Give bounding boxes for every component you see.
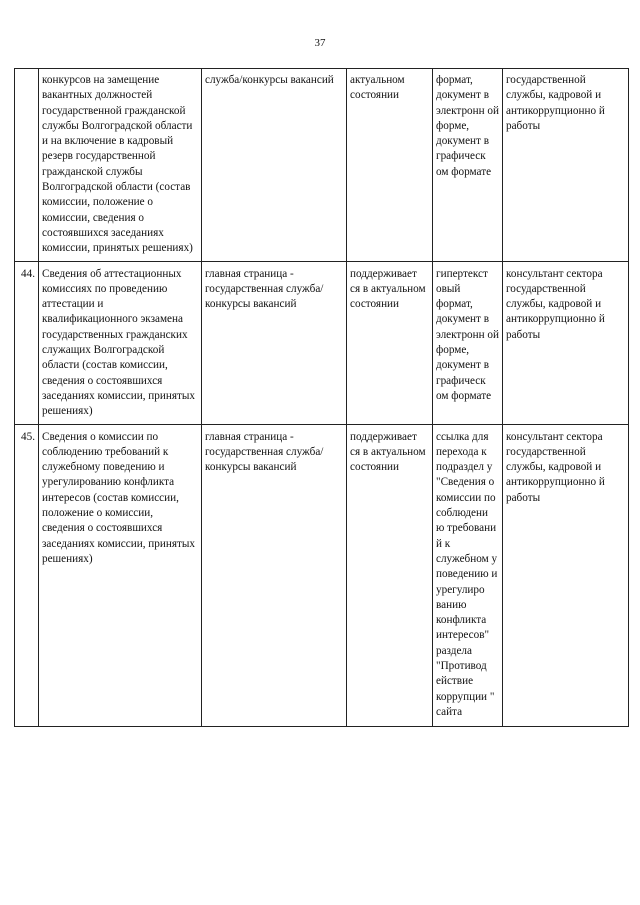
responsible-cell: консультант сектора государственной службы, кадровой и антикоррупционно й работы bbox=[503, 424, 629, 727]
row-number bbox=[15, 69, 39, 262]
location-cell: главная страница - государственная служба/конкурсы вакансий bbox=[202, 424, 347, 727]
table-row bbox=[15, 69, 629, 262]
row-number: 44. bbox=[15, 261, 39, 424]
row-number: 45. bbox=[15, 424, 39, 727]
page-number: 37 bbox=[314, 37, 326, 49]
information-name-cell: конкурсов на замещение вакантных должностей государственной гражданской службы Волгоградской области и на включение в кадровый резерв государственной гражданской службы Волгоградской области (состав комиссии, положение о комиссии, сведения о состоявшихся заседаниях комиссии, принятых решениях) bbox=[39, 69, 202, 262]
periodicity-cell: поддерживает ся в актуальном состоянии bbox=[347, 424, 433, 727]
responsible-cell: государственной службы, кадровой и антикоррупционно й работы bbox=[503, 69, 629, 262]
format-cell: ссылка для перехода к подраздел у "Сведения о комиссии по соблюдени ю требовани й к служебном у поведению и урегулиро ванию конфликта интересов" раздела "Противод ействие коррупции " сайта bbox=[433, 424, 503, 727]
information-name-cell: Сведения о комиссии по соблюдению требований к служебному поведению и урегулированию конфликта интересов (состав комиссии, положение о комиссии, сведения о состоявшихся заседаниях комиссии, принятых решениях) bbox=[39, 424, 202, 727]
table-row bbox=[15, 424, 629, 727]
information-table bbox=[14, 68, 629, 727]
information-name-cell: Сведения об аттестационных комиссиях по проведению аттестации и квалификационного экзамена государственных гражданских служащих Волгоградской области (состав комиссии, сведения о состоявшихся заседаниях комиссии, принятых решениях) bbox=[39, 261, 202, 424]
format-cell: формат, документ в электронн ой форме, документ в графическ ом формате bbox=[433, 69, 503, 262]
periodicity-cell: поддерживает ся в актуальном состоянии bbox=[347, 261, 433, 424]
format-cell: гипертекст овый формат, документ в электронн ой форме, документ в графическ ом формате bbox=[433, 261, 503, 424]
periodicity-cell: актуальном состоянии bbox=[347, 69, 433, 262]
table-row bbox=[15, 261, 629, 424]
responsible-cell: консультант сектора государственной службы, кадровой и антикоррупционно й работы bbox=[503, 261, 629, 424]
location-cell: служба/конкурсы вакансий bbox=[202, 69, 347, 262]
location-cell: главная страница - государственная служба/конкурсы вакансий bbox=[202, 261, 347, 424]
